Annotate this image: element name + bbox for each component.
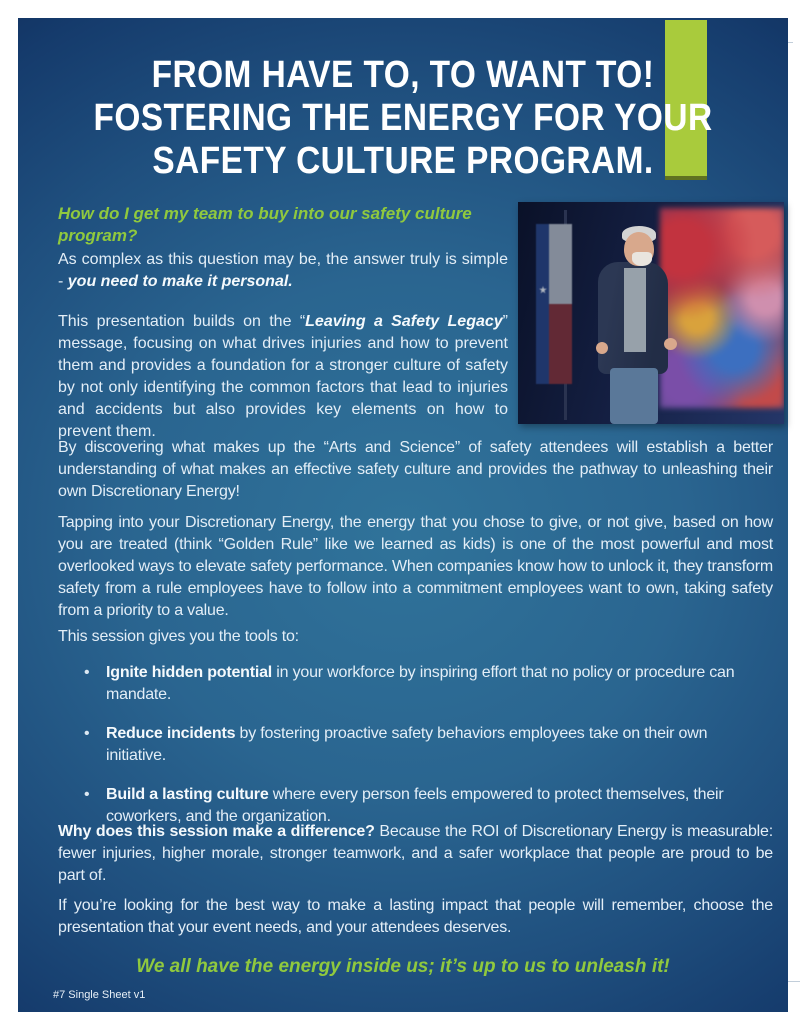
speaker-right-hand [664, 338, 677, 350]
list-item-reduce [84, 723, 762, 767]
paragraph-why [58, 821, 773, 887]
speaker-jeans [610, 368, 658, 424]
page-title [18, 54, 788, 183]
bullet-icon: • [84, 664, 90, 681]
speaker-beard [632, 252, 652, 266]
paragraph-answer [58, 249, 508, 293]
bullet-text-ignite: in your workforce by inspiring effort that no policy or procedure can mandate. [106, 664, 735, 703]
benefits-list [84, 662, 762, 845]
paragraph-closing: If you’re looking for the best way to make a lasting impact that people will remember, choose the presentation that your event needs, and your attendees deserves. [58, 897, 773, 936]
flag-red-band [549, 304, 572, 384]
speaker-figure [580, 220, 690, 424]
tools-intro: This session gives you the tools to: [58, 628, 299, 645]
list-item-ignite [84, 662, 762, 706]
bullet-text-reduce: by fostering proactive safety behaviors employees take on their own initiative. [106, 725, 708, 764]
footer-version-label: #7 Single Sheet v1 [53, 989, 146, 1001]
presentation-prefix: This presentation builds on the “ [58, 313, 306, 330]
answer-emphasis: you need to make it personal. [67, 273, 293, 290]
answer-text: As complex as this question may be, the answer truly is simple - [58, 251, 508, 290]
flyer-page [18, 18, 788, 1012]
bullet-bold-ignite: Ignite hidden potential [106, 664, 273, 681]
paragraph-discretionary-energy: Tapping into your Discretionary Energy, the energy that you chose to give, or not give, based on how you are treated (think “Golden Rule” like we learned as kids) is one of the most powerful and most overlooked ways to elevate safety performance. When companies know how to unlock it, they transform safety from a rule employees have to follow into a commitment employees want to own, taking safety from a priority to a value. [58, 514, 773, 619]
title-line-3: SAFETY CULTURE PROGRAM. [152, 140, 654, 182]
bullet-text-build: where every person feels empowered to protect themselves, their coworkers, and the organization. [106, 786, 724, 825]
presentation-suffix: ” message, focusing on what drives injuries and how to prevent them and provides a foundation for a stronger culture of safety by not only identifying the common factors that lead to injuries and accidents but also provides key elements on how to prevent them. [58, 313, 508, 440]
texas-flag [536, 224, 572, 384]
tagline: We all have the energy inside us; it’s up to us to unleash it! [136, 956, 670, 977]
bullet-bold-reduce: Reduce incidents [106, 725, 236, 742]
flag-blue-band [536, 224, 549, 384]
paragraph-presentation [58, 311, 508, 443]
speaker-shirt [624, 268, 646, 352]
bullet-bold-build: Build a lasting culture [106, 786, 269, 803]
paragraph-discovering: By discovering what makes up the “Arts and Science” of safety attendees will establish a better understanding of what makes an effective safety culture and provides the pathway to unleashing their own Discretionary Energy! [58, 439, 773, 500]
title-line-1: FROM HAVE TO, TO WANT TO! [151, 54, 655, 96]
title-line-2: FOSTERING THE ENERGY FOR YOUR [93, 97, 713, 139]
speaker-left-hand [596, 342, 608, 354]
presentation-emphasis: Leaving a Safety Legacy [305, 313, 503, 330]
why-emphasis: Why does this session make a difference? [58, 823, 375, 840]
bullet-icon: • [84, 725, 90, 742]
lead-question: How do I get my team to buy into our safety culture program? [58, 204, 472, 245]
bullet-icon: • [84, 786, 90, 803]
flag-white-band [549, 224, 572, 304]
speaker-photo [518, 202, 784, 424]
why-text: Because the ROI of Discretionary Energy is measurable: fewer injuries, higher morale, stronger teamwork, and a safer workplace that people are proud to be part of. [58, 823, 773, 884]
